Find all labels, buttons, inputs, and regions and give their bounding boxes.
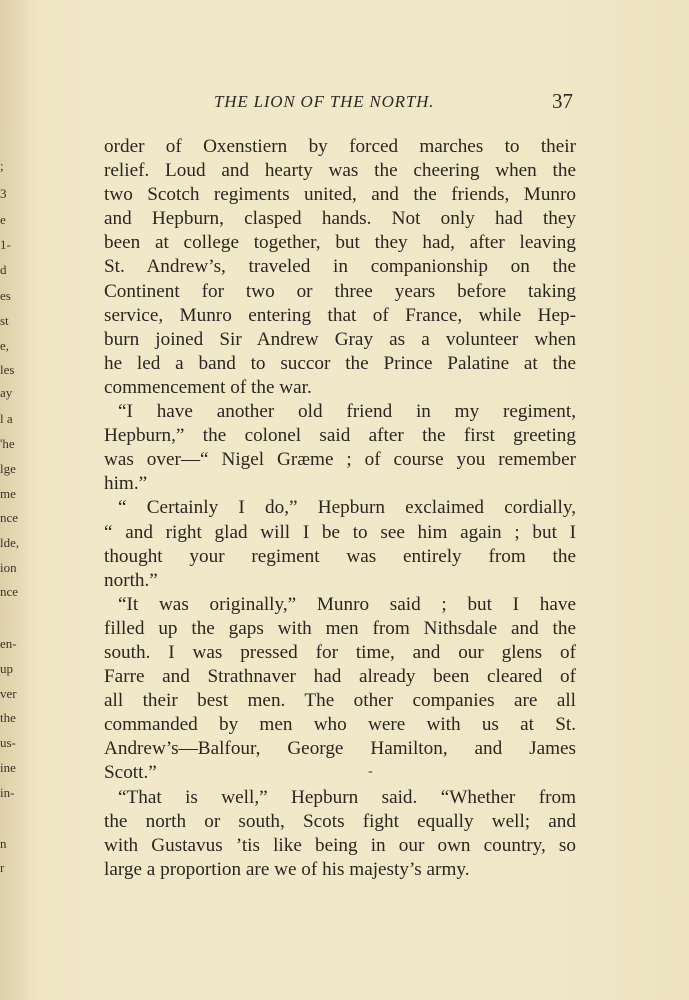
- text-line: and Hepburn, clasped hands. Not only had they: [104, 208, 576, 230]
- bleed-fragment: me: [0, 486, 16, 501]
- body-text: [104, 135, 576, 882]
- bleed-fragment: es: [0, 288, 11, 303]
- bleed-fragment: ver: [0, 686, 17, 701]
- bleed-fragment: 1-: [0, 237, 11, 252]
- text-line: burn joined Sir Andrew Gray as a volunteer when: [104, 328, 576, 350]
- text-line: large a proportion are we of his majesty’s army.: [104, 858, 470, 880]
- stray-mark: -: [368, 764, 373, 779]
- text-line: Scott.”: [104, 762, 157, 784]
- text-line: all their best men. The other companies are all: [104, 690, 576, 712]
- text-line: thought your regiment was entirely from the: [104, 545, 576, 567]
- bleed-fragment: us-: [0, 735, 16, 750]
- bleed-fragment: e: [0, 212, 6, 227]
- text-line: Andrew’s—Balfour, George Hamilton, and James: [104, 738, 576, 760]
- text-line: “I have another old friend in my regiment,: [118, 401, 576, 423]
- text-line: was over—“ Nigel Græme ; of course you remember: [104, 449, 576, 471]
- text-line: Hepburn,” the colonel said after the first greeting: [104, 425, 576, 447]
- bleed-fragment: l a: [0, 411, 13, 426]
- text-line: “ and right glad will I be to see him again ; but I: [104, 521, 576, 543]
- text-line: order of Oxenstiern by forced marches to their: [104, 136, 576, 157]
- page-number: 37: [552, 89, 573, 113]
- text-line: Farre and Strathnaver had already been cleared of: [104, 666, 576, 688]
- text-line: “It was originally,” Munro said ; but I have: [118, 593, 576, 615]
- text-line: St. Andrew’s, traveled in companionship on the: [104, 256, 576, 278]
- bleed-fragment: lde,: [0, 535, 20, 550]
- bleed-fragment: the: [0, 710, 16, 725]
- text-line: the north or south, Scots fight equally well; and: [104, 810, 576, 832]
- bleed-fragment: st: [0, 313, 9, 328]
- text-line: him.”: [104, 473, 148, 495]
- bleed-fragment: n: [0, 836, 7, 851]
- text-line: he led a band to succor the Prince Palatine at the: [104, 352, 576, 374]
- bleed-fragment: d: [0, 262, 7, 277]
- text-line: been at college together, but they had, after leaving: [104, 232, 576, 254]
- text-line: two Scotch regiments united, and the friends, Munro: [104, 184, 576, 206]
- bleed-fragment: ;: [0, 158, 4, 173]
- bleed-fragment: 3: [0, 186, 7, 201]
- text-line: Continent for two or three years before taking: [104, 280, 576, 302]
- bleed-fragment: nce: [0, 510, 19, 525]
- running-head: THE LION OF THE NORTH.: [214, 92, 435, 111]
- text-line: relief. Loud and hearty was the cheering when the: [104, 160, 576, 182]
- text-line: with Gustavus ’tis like being in our own country, so: [104, 834, 576, 856]
- bleed-fragment: e,: [0, 338, 10, 353]
- bleed-fragment: ine: [0, 760, 16, 775]
- text-line: south. I was pressed for time, and our glens of: [104, 641, 576, 663]
- bleed-fragment: lge: [0, 461, 16, 476]
- text-line: “That is well,” Hepburn said. “Whether from: [118, 786, 576, 808]
- bleed-fragment: in-: [0, 785, 15, 800]
- text-line: commencement of the war.: [104, 376, 312, 398]
- text-line: “ Certainly I do,” Hepburn exclaimed cordially,: [118, 497, 576, 519]
- text-line: north.”: [104, 569, 158, 591]
- bleed-fragment: r: [0, 860, 5, 875]
- bleed-fragment: 'he: [0, 436, 15, 451]
- bleed-fragment: nce: [0, 584, 19, 599]
- bleed-fragment: ion: [0, 560, 17, 575]
- text-line: service, Munro entering that of France, while Hep-: [104, 304, 576, 326]
- bleed-fragment: ay: [0, 385, 13, 400]
- bleed-fragment: en-: [0, 636, 17, 651]
- text-line: commanded by men who were with us at St.: [104, 714, 576, 736]
- bleed-fragment: up: [0, 661, 13, 676]
- text-line: filled up the gaps with men from Nithsdale and the: [104, 617, 576, 639]
- bleed-fragment: les: [0, 362, 15, 377]
